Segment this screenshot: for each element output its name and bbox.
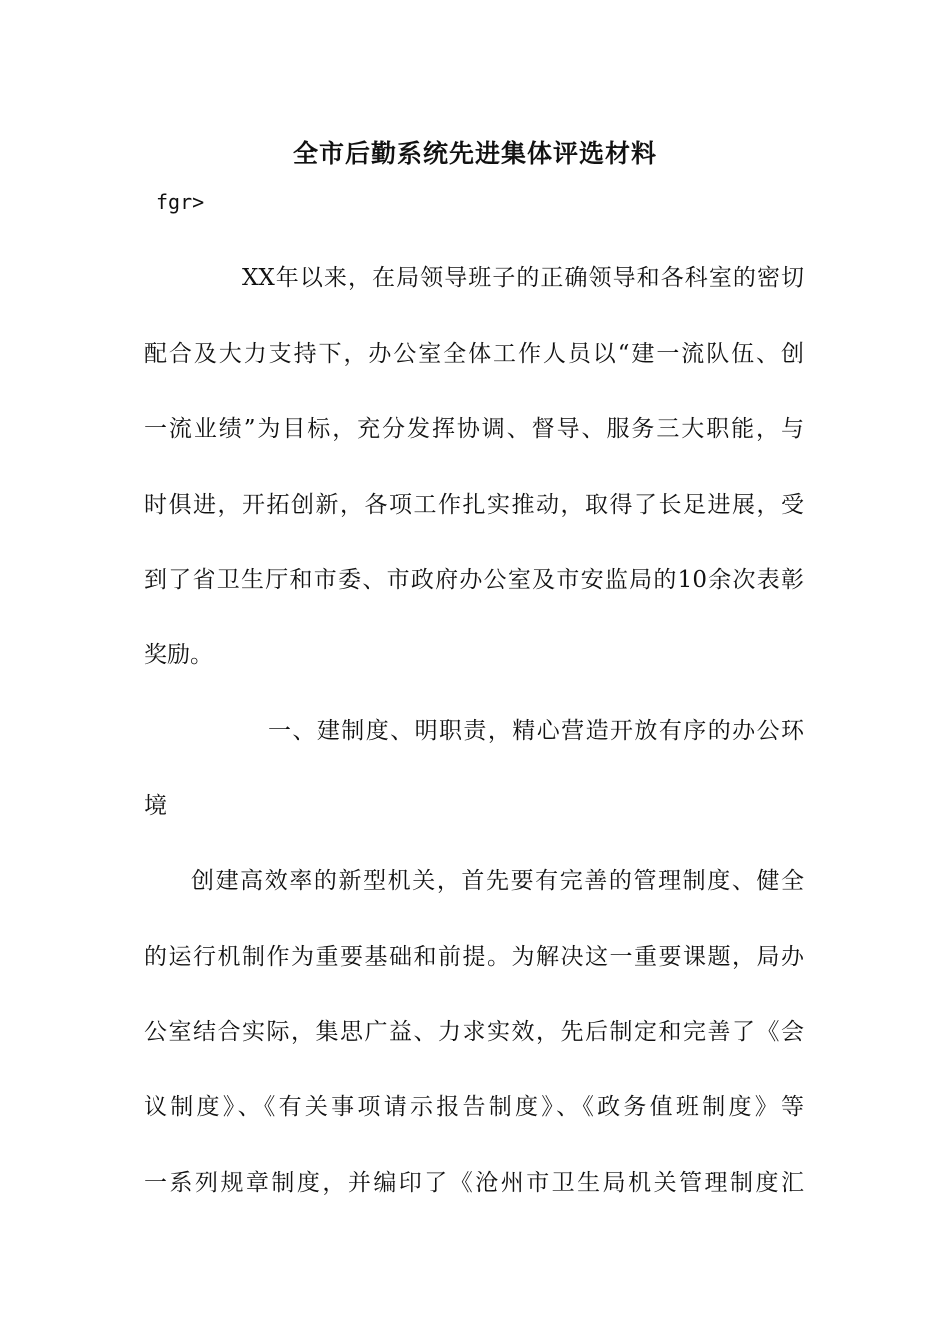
paragraph-line: 公室结合实际，集思广益、力求实效，先后制定和完善了《会 (144, 1019, 804, 1045)
document-title: 全市后勤系统先进集体评选材料 (292, 139, 657, 168)
paragraph-line: 到了省卫生厅和市委、市政府办公室及市安监局的10余次表彰 (144, 567, 804, 593)
paragraph-line: 的运行机制作为重要基础和前提。为解决这一重要课题，局办 (144, 944, 804, 970)
stray-text: fgr> (156, 190, 205, 214)
section-heading-line: 境 (144, 793, 167, 819)
paragraph-line: XX年以来，在局领导班子的正确领导和各科室的密切 (242, 265, 804, 291)
paragraph-line: 创建高效率的新型机关，首先要有完善的管理制度、健全 (191, 868, 804, 894)
paragraph-line: 一流业绩”为目标，充分发挥协调、督导、服务三大职能，与 (144, 416, 804, 442)
section-heading-line: 一、建制度、明职责，精心营造开放有序的办公环 (268, 718, 804, 744)
paragraph-line: 时俱进，开拓创新，各项工作扎实推动，取得了长足进展，受 (144, 492, 804, 518)
paragraph-line: 一系列规章制度，并编印了《沧州市卫生局机关管理制度汇 (144, 1170, 804, 1196)
paragraph-line: 配合及大力支持下，办公室全体工作人员以“建一流队伍、创 (144, 341, 804, 367)
paragraph-line: 议制度》、《有关事项请示报告制度》、《政务值班制度》等 (144, 1094, 804, 1120)
paragraph-line: 奖励。 (144, 642, 213, 668)
